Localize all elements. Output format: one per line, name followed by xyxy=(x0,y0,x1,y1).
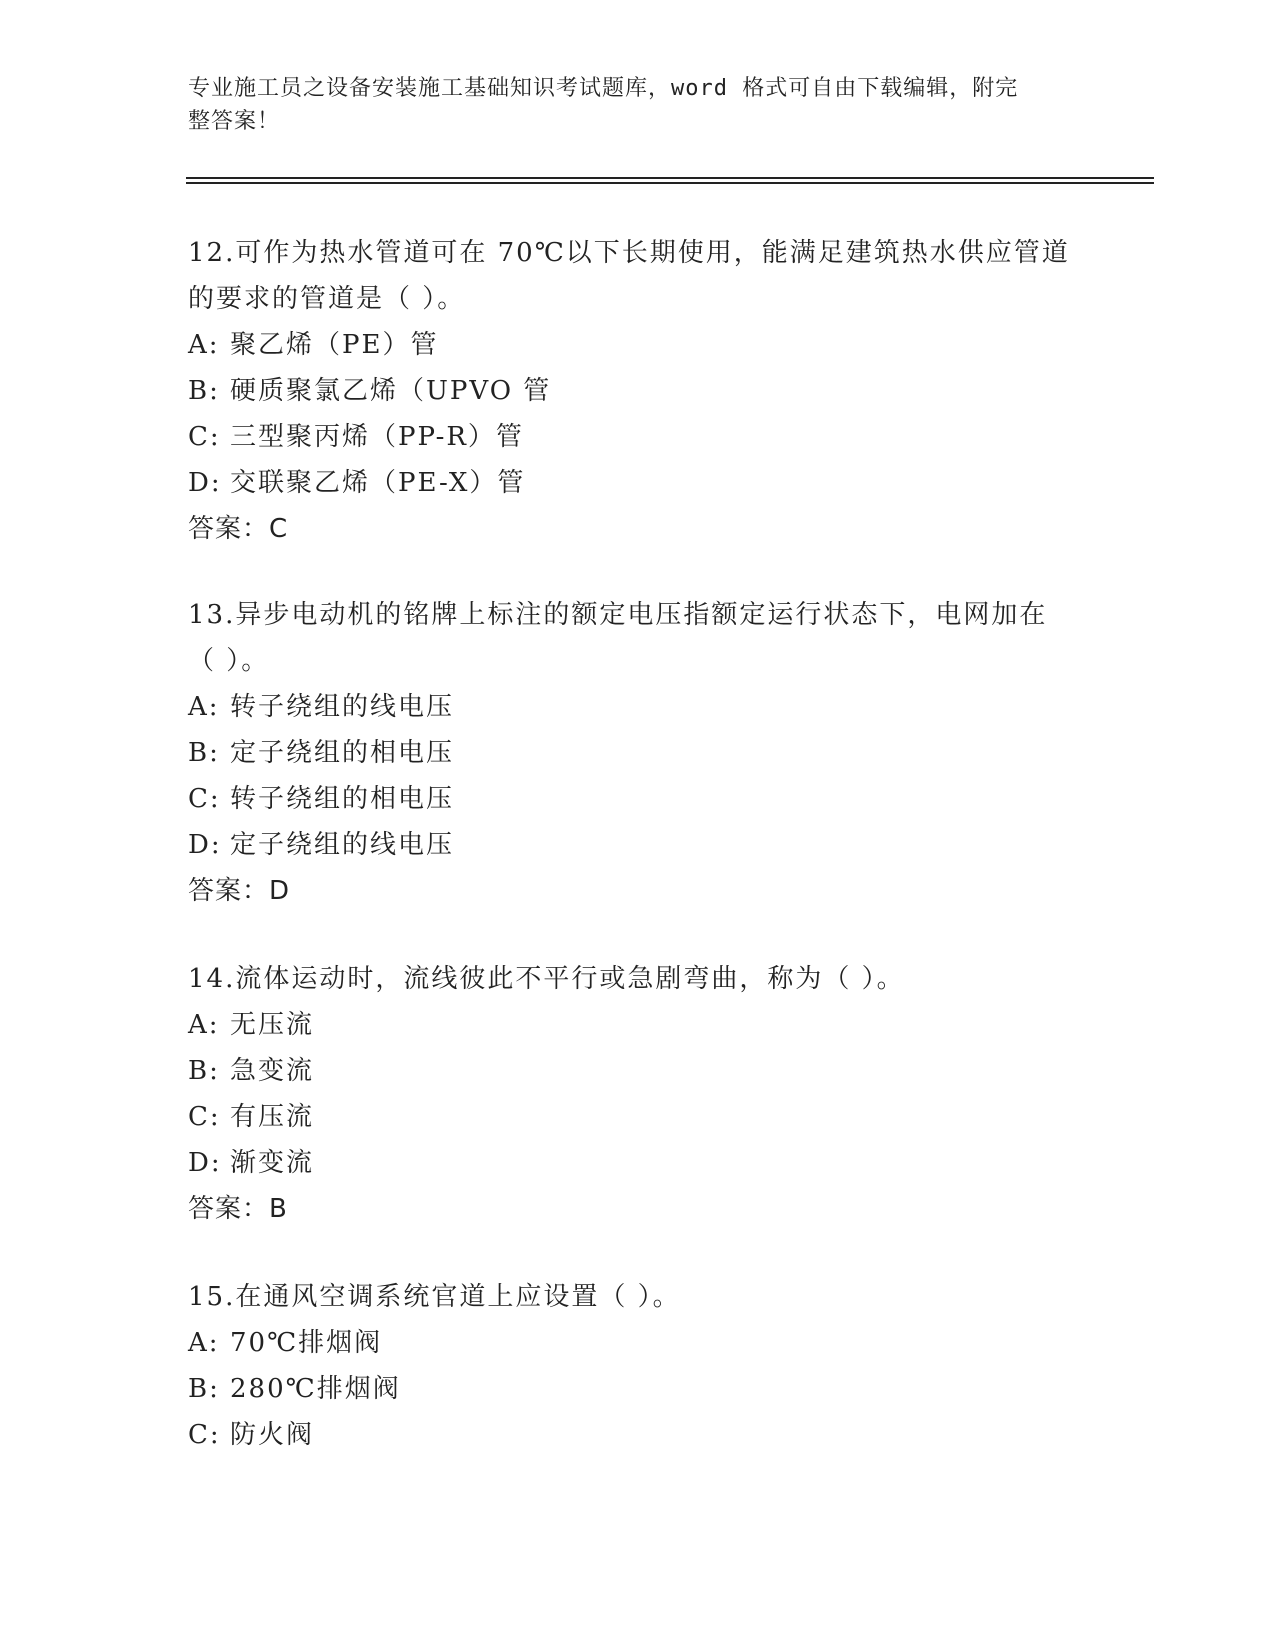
header-line-1: 专业施工员之设备安装施工基础知识考试题库，word 格式可自由下载编辑，附完 xyxy=(188,76,1019,101)
option-c xyxy=(188,1094,1088,1140)
option-label: C: xyxy=(188,422,221,452)
option-label: D: xyxy=(188,1148,222,1178)
option-c xyxy=(188,414,1088,460)
option-label: B: xyxy=(188,1056,220,1086)
option-text: 无压流 xyxy=(230,1010,315,1040)
option-label: C: xyxy=(188,1102,221,1132)
option-text: 渐变流 xyxy=(230,1148,315,1178)
option-text: 三型聚丙烯（PP-R）管 xyxy=(230,422,524,452)
question-14 xyxy=(188,956,1088,1232)
option-c xyxy=(188,1412,1088,1458)
option-d xyxy=(188,822,1088,868)
option-d xyxy=(188,460,1088,506)
header-line-2: 整答案！ xyxy=(188,109,281,134)
option-label: A: xyxy=(188,330,220,360)
option-text: 280℃排烟阀 xyxy=(230,1374,401,1404)
question-12 xyxy=(188,230,1088,552)
option-a xyxy=(188,322,1088,368)
option-b xyxy=(188,730,1088,776)
option-b xyxy=(188,368,1088,414)
option-label: A: xyxy=(188,1010,220,1040)
option-text: 防火阀 xyxy=(230,1420,315,1450)
question-stem-line: （ ）。 xyxy=(188,646,270,676)
option-text: 定子绕组的相电压 xyxy=(230,738,455,768)
option-text: 硬质聚氯乙烯（UPVO 管 xyxy=(230,376,552,406)
option-c xyxy=(188,776,1088,822)
question-stem-line: 13.异步电动机的铭牌上标注的额定电压指额定运行状态下，电网加在 xyxy=(188,600,1048,630)
option-b xyxy=(188,1366,1088,1412)
header-divider-bottom xyxy=(186,182,1154,184)
answer-line: 答案：B xyxy=(188,1194,288,1224)
option-text: 定子绕组的线电压 xyxy=(230,830,455,860)
option-b xyxy=(188,1048,1088,1094)
question-15 xyxy=(188,1274,1088,1458)
option-a xyxy=(188,1320,1088,1366)
option-label: B: xyxy=(188,376,220,406)
option-a xyxy=(188,684,1088,730)
option-text: 有压流 xyxy=(230,1102,315,1132)
answer-line: 答案：C xyxy=(188,514,289,544)
option-d xyxy=(188,1140,1088,1186)
header-divider-top xyxy=(186,177,1154,179)
option-label: B: xyxy=(188,738,220,768)
option-label: D: xyxy=(188,830,222,860)
question-stem-line: 15.在通风空调系统官道上应设置（ ）。 xyxy=(188,1282,681,1312)
option-text: 70℃排烟阀 xyxy=(230,1328,383,1358)
option-a xyxy=(188,1002,1088,1048)
option-label: A: xyxy=(188,1328,220,1358)
option-label: A: xyxy=(188,692,220,722)
option-text: 交联聚乙烯（PE-X）管 xyxy=(230,468,526,498)
question-stem-line: 14.流体运动时，流线彼此不平行或急剧弯曲，称为（ ）。 xyxy=(188,964,905,994)
option-text: 转子绕组的相电压 xyxy=(230,784,455,814)
document-header xyxy=(188,72,1088,138)
option-text: 转子绕组的线电压 xyxy=(230,692,455,722)
option-label: C: xyxy=(188,784,221,814)
question-13 xyxy=(188,592,1088,914)
option-text: 急变流 xyxy=(230,1056,315,1086)
option-label: D: xyxy=(188,468,222,498)
option-label: B: xyxy=(188,1374,220,1404)
question-stem-line: 12.可作为热水管道可在 70℃以下长期使用，能满足建筑热水供应管道 xyxy=(188,238,1070,268)
option-text: 聚乙烯（PE）管 xyxy=(230,330,439,360)
question-stem-line: 的要求的管道是（ ）。 xyxy=(188,284,466,314)
option-label: C: xyxy=(188,1420,221,1450)
answer-line: 答案：D xyxy=(188,876,291,906)
